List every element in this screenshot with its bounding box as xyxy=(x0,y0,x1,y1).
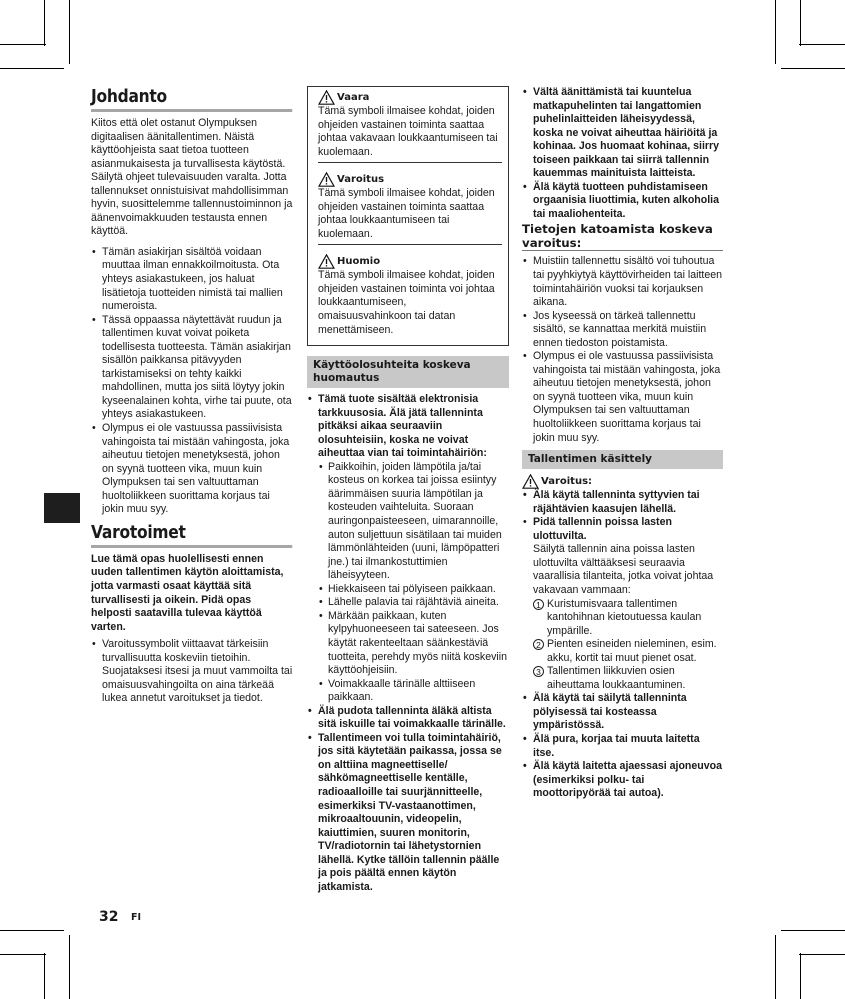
warning-triangle-icon xyxy=(318,90,335,105)
list-item: • Voimakkaalle tärinälle alttiiseen paikkaan. xyxy=(318,678,509,705)
circled-number: 3 xyxy=(533,666,544,677)
caution-block xyxy=(318,254,502,340)
circled-number: 2 xyxy=(533,639,544,650)
section-heading-operating-conditions: Käyttöolosuhteita koskeva huomautus xyxy=(307,356,509,388)
crop-mark xyxy=(0,954,46,955)
warning-bullets xyxy=(91,638,293,706)
danger-title: Vaara xyxy=(337,91,370,103)
warning-triangle-icon xyxy=(318,172,335,187)
list-item: • Tämän asiakirjan sisältöä voidaan muuttaa ilman ennakkoilmoitusta. Ota yhteys asiakastukeen, jos haluat lisätietoja tuotteiden nimistä tai mallien numeroista. xyxy=(91,246,293,314)
right-column xyxy=(522,86,723,801)
warning-symbol-box xyxy=(307,86,509,346)
warning-title: Varoitus xyxy=(337,173,385,185)
numbered-item xyxy=(533,638,723,665)
numbered-item-text: Tallentimen liikkuvien osien aiheuttama loukkaantuminen. xyxy=(547,665,686,691)
list-item: • Olympus ei ole vastuussa passiivisista vahingoista tai mistään vahingosta, joka aiheutuu tietojen menetyksestä, johon on syynä tuotteen vika, muun kuin Olympuksen tai sen valtuuttaman huoltoliikkeen suorittama korjaus tai jokin muu syy. xyxy=(91,422,293,517)
crop-mark xyxy=(781,930,845,931)
numbered-item xyxy=(533,598,723,639)
crop-mark xyxy=(0,930,64,931)
list-item: • Tämä tuote sisältää elektronisia tarkkuusosia. Älä jätä tallenninta pitkäksi aikaa seuraaviin olosuhteisiin, koska ne voivat aiheuttaa vian tai toimintahäiriön: xyxy=(307,393,509,461)
caution-title: Huomio xyxy=(337,255,381,267)
list-item: • Älä käytä laitetta ajaessasi ajoneuvoa (esimerkiksi polku- tai moottoripyörää tai autoa). xyxy=(522,760,723,801)
warning-text: Tämä symboli ilmaisee kohdat, joiden ohjeiden vastainen toiminta saattaa johtaa loukkaantumiseen tai kuolemaan. xyxy=(318,187,495,240)
danger-block xyxy=(318,90,502,163)
data-loss-bullets xyxy=(522,255,723,445)
crop-mark xyxy=(69,935,70,999)
section-heading-handling: Tallentimen käsittely xyxy=(522,450,723,469)
numbered-item-text: Pienten esineiden nieleminen, esim. akku, kortit tai muut pienet osat. xyxy=(547,638,717,664)
list-item: • Olympus ei ole vastuussa passiivisista vahingoista tai mistään vahingosta, joka aiheutuu tietojen menetyksestä, johon on syynä tuotteen vika, muun kuin Olympuksen tai sen valtuuttaman huoltoliikkeen suorittama korjaus tai jokin muu syy. xyxy=(522,350,723,445)
right-bold-bullets xyxy=(522,86,723,221)
crop-mark xyxy=(775,0,776,64)
list-item: • Paikkoihin, joiden lämpötila ja/tai kosteus on korkea tai joissa esiintyy äärimmäisen suuria lämpötilan ja kosteuden vaihteluita. Suoraan auringonpaisteeseen, uimarannoille, auton suljettuun sisätilaan tai muiden lämmönlähteiden (uuni, lämpöpatteri jne.) tai ilmankostuttimien läheisyyteen. xyxy=(318,461,509,583)
heading-johdanto: Johdanto xyxy=(91,86,293,112)
crop-mark xyxy=(69,0,70,64)
chapter-tab-marker xyxy=(44,493,80,523)
heading-data-loss: Tietojen katoamista koskeva varoitus: xyxy=(522,223,723,251)
crop-mark xyxy=(0,68,64,69)
list-item: • Älä pudota tallenninta äläkä altista sitä iskuille tai voimakkaalle tärinälle. xyxy=(307,705,509,732)
circled-number: 1 xyxy=(533,599,544,610)
list-item xyxy=(522,516,723,692)
middle-column xyxy=(307,86,509,894)
caution-text: Tämä symboli ilmaisee kohdat, joiden ohjeiden vastainen toiminta voi johtaa loukkaantumiseen, omaisuusvahinkoon tai datan menettämiseen. xyxy=(318,269,495,336)
danger-text: Tämä symboli ilmaisee kohdat, joiden ohjeiden vastainen toiminta saattaa johtaa vakavaan loukkaantumiseen tai kuolemaan. xyxy=(318,105,498,158)
list-item: • Lähelle palavia tai räjähtäviä aineita. xyxy=(318,596,509,610)
language-code: FI xyxy=(131,912,142,923)
list-item: • Märkään paikkaan, kuten kylpyhuoneeseen tai sateeseen. Jos käytät rakenteeltaan säänkestäviä tuotteita, perehdy myös niitä koskeviin käyttöohjeisiin. xyxy=(318,610,509,678)
bold-intro: Lue tämä opas huolellisesti ennen uuden tallentimen käytön aloittamista, jotta varmasti osaat käyttää sitä turvallisesti ja oikein. Pidä opas helposti saatavilla tulevaa käyttöä varten. xyxy=(91,552,284,633)
list-item: • Tässä oppaassa näytettävät ruudun ja tallentimen kuvat voivat poiketa todellisesta tuotteesta. Tämän asiakirjan sisällön paikkansa pitävyyden tarkistamiseksi on tehty kaikki mahdollinen, mutta jos siitä löytyy jokin kyseenalainen kohta, virhe tai puute, ota yhteys asiakastukeen. xyxy=(91,314,293,422)
list-item: • Älä käytä tuotteen puhdistamiseen orgaanisia liuottimia, kuten alkoholia tai maaliohenteita. xyxy=(522,181,723,222)
list-item: • Älä käytä tallenninta syttyvien tai räjähtävien kaasujen lähellä. xyxy=(522,489,723,516)
crop-mark xyxy=(800,0,801,46)
list-item: • Jos kyseessä on tärkeä tallennettu sisältö, se kannattaa merkitä muistiin ennen tiedoston poistamista. xyxy=(522,310,723,351)
crop-mark xyxy=(799,954,845,955)
operating-conditions-list xyxy=(307,393,509,461)
list-item: • Tallentimeen voi tulla toimintahäiriö, jos sitä käytetään paikassa, jossa se on alttiina magneettiselle/ sähkömagneettiselle kentälle, radioaalloille tai suurjännitteelle, esimerkiksi TV-vastaanottimen, mikroaaltouunin, videopelin, kaiuttimien, suuren monitorin, TV/radiotornin tai lähetystornien lähellä. Kytke tällöin tallennin päälle ja pois päältä ennen käytön jatkamista. xyxy=(307,732,509,895)
intro-bullets xyxy=(91,246,293,517)
warning-block xyxy=(318,172,502,245)
intro-paragraph: Kiitos että olet ostanut Olympuksen digitaalisen äänitallentimen. Näistä käyttöohjeista saat tietoa tuotteen asianmukaisesta ja turvallisesta käytöstä. Säilytä ohjeet tulevaisuuden varalta. Jotta tallennukset onnistuisivat mahdollisimman hyvin, suosittelemme tallennustoiminnon ja äänenvoimakkuuden testausta ennen käyttöä. xyxy=(91,117,293,238)
crop-mark xyxy=(44,0,45,46)
numbered-item xyxy=(533,665,723,692)
warning-triangle-icon xyxy=(522,474,539,489)
handling-warning-label: Varoitus: xyxy=(541,475,593,487)
crop-mark xyxy=(44,953,45,999)
conditions-sublist xyxy=(318,461,509,705)
handling-warning-title xyxy=(522,474,723,489)
crop-mark xyxy=(799,44,845,45)
crop-mark xyxy=(775,935,776,999)
list-item: • Älä pura, korjaa tai muuta laitetta itse. xyxy=(522,733,723,760)
handling-bullets xyxy=(522,489,723,801)
crop-mark xyxy=(800,953,801,999)
list-item: • Varoitussymbolit viittaavat tärkeisiin turvallisuutta koskeviin tietoihin. Suojataksesi itsesi ja muut vammoilta tai omaisuusvahingoilta on aina tärkeää lukea annetut varoitukset ja tiedot. xyxy=(91,638,293,706)
list-item: • Vältä äänittämistä tai kuuntelua matkapuhelinten tai langattomien puhelinlaitteiden läheisyydessä, koska ne voivat aiheuttaa häiriöitä ja kohinaa. Jos huomaat kohinaa, siirry toiseen paikkaan tai siirrä tallennin kauemmas mainituista laitteista. xyxy=(522,86,723,181)
list-item: • Älä käytä tai säilytä tallenninta pölyisessä tai kosteassa ympäristössä. xyxy=(522,692,723,733)
heading-varotoimet: Varotoimet xyxy=(91,522,293,548)
list-item-text: Säilytä tallennin aina poissa lasten ulottuvilta välttääksesi seuraavia vaarallisia tilanteita, jotka voivat johtaa vakavaan vammaan: xyxy=(533,543,714,596)
crop-mark xyxy=(781,68,845,69)
numbered-item-text: Kuristumisvaara tallentimen kantohihnan kietoutuessa kaulan ympärille. xyxy=(547,597,702,637)
crop-mark xyxy=(0,44,46,45)
operating-conditions-list-2 xyxy=(307,705,509,895)
warning-triangle-icon xyxy=(318,254,335,269)
page-number: 32 xyxy=(99,909,119,925)
list-item-title: • Pidä tallennin poissa lasten ulottuvilta. xyxy=(533,516,672,542)
left-column xyxy=(91,86,293,706)
list-item: • Hiekkaiseen tai pölyiseen paikkaan. xyxy=(318,583,509,597)
list-item: • Muistiin tallennettu sisältö voi tuhoutua tai pyyhkiytyä käyttövirheiden tai laitteen toimintahäiriön vuoksi tai korjauksen aikana. xyxy=(522,255,723,309)
